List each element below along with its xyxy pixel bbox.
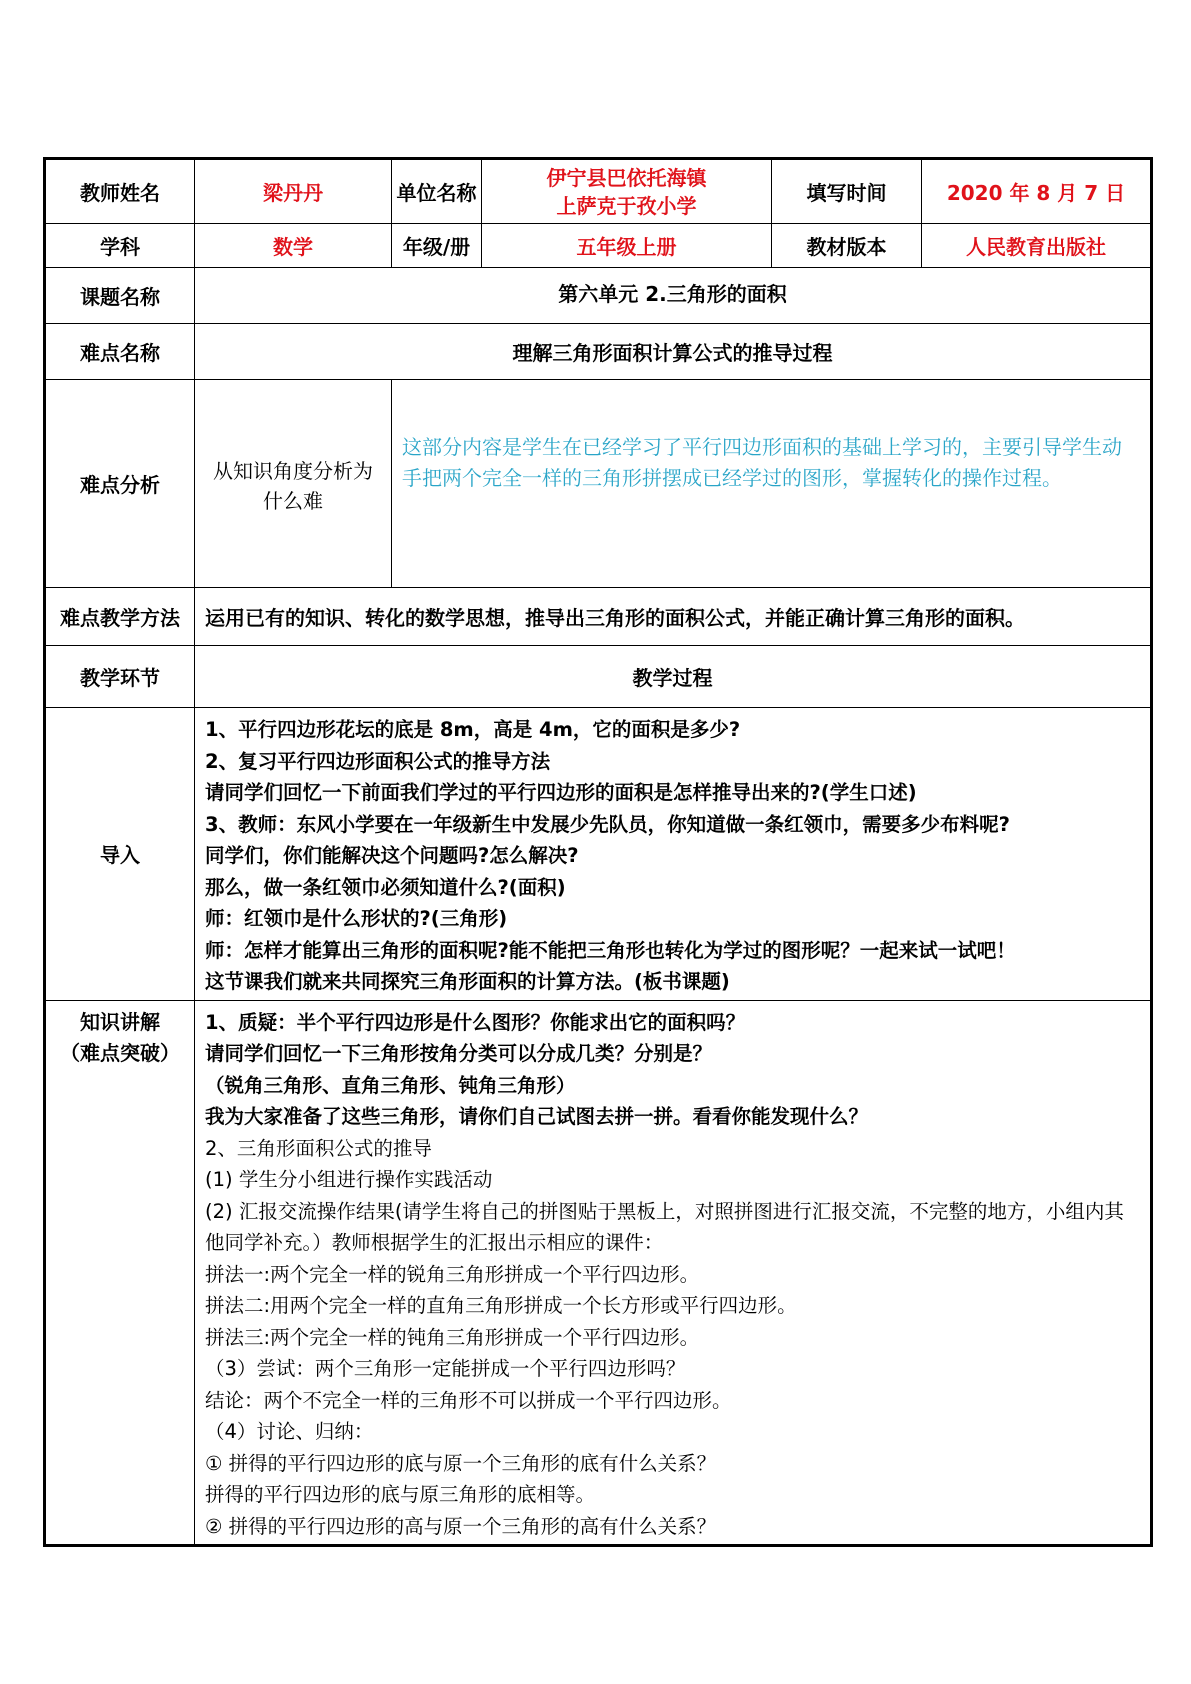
header-row-2 [45,224,1152,268]
process-header-value: 教学过程 [195,646,1152,708]
knowledge-line: （4）讨论、归纳： [205,1420,374,1443]
unit-value [482,159,772,224]
knowledge-line: 请同学们回忆一下三角形按角分类可以分成几类？分别是？ [205,1042,713,1065]
difficulty-value: 理解三角形面积计算公式的推导过程 [195,324,1152,380]
difficulty-row [45,324,1152,380]
knowledge-line: ① 拼得的平行四边形的底与原一个三角形的底有什么关系？ [205,1451,717,1475]
intro-row [45,708,1152,1001]
date-value: 2020 年 8 月 7 日 [922,159,1152,224]
intro-content [195,708,1152,1001]
knowledge-label-line1: 知识讲解 [80,1009,160,1034]
intro-line: 请同学们回忆一下前面我们学过的平行四边形的面积是怎样推导出来的?(学生口述) [205,781,917,804]
method-row [45,588,1152,646]
knowledge-line: (2) 汇报交流操作结果(请学生将自己的拼图贴于黑板上，对照拼图进行汇报交流，不完整的地方，小组内其他同学补充。）教师根据学生的汇报出示相应的课件： [205,1199,1124,1254]
intro-line: 2、复习平行四边形面积公式的推导方法 [205,749,551,773]
knowledge-line: 拼法一:两个完全一样的锐角三角形拼成一个平行四边形。 [205,1262,700,1286]
method-value: 运用已有的知识、转化的数学思想，推导出三角形的面积公式，并能正确计算三角形的面积。 [195,588,1152,646]
unit-value-line1: 伊宁县巴依托海镇 [546,165,707,190]
intro-line: 师：怎样才能算出三角形的面积呢?能不能把三角形也转化为学过的图形呢？一起来试一试吧！ [205,938,1016,962]
date-label: 填写时间 [772,159,922,224]
knowledge-row [45,1000,1152,1546]
knowledge-label [45,1000,195,1546]
intro-line: 那么，做一条红领巾必须知道什么?(面积) [205,875,566,899]
intro-line: 这节课我们就来共同探究三角形面积的计算方法。(板书课题) [205,970,730,993]
knowledge-label-line2: （难点突破） [60,1040,180,1065]
knowledge-line: （锐角三角形、直角三角形、钝角三角形） [205,1073,576,1097]
knowledge-line: ② 拼得的平行四边形的高与原一个三角形的高有什么关系？ [205,1514,717,1538]
subject-label: 学科 [45,224,195,268]
lesson-plan-table [43,157,1153,1547]
intro-line: 师：红领巾是什么形状的?(三角形) [205,907,508,930]
subject-value: 数学 [195,224,392,268]
header-row-1 [45,159,1152,224]
knowledge-line: 拼法三:两个完全一样的钝角三角形拼成一个平行四边形。 [205,1325,700,1349]
intro-label: 导入 [45,708,195,1001]
analysis-row [45,380,1152,588]
topic-row [45,268,1152,324]
process-header-label: 教学环节 [45,646,195,708]
topic-label: 课题名称 [45,268,195,324]
unit-value-line2: 上萨克于孜小学 [556,193,697,218]
analysis-label: 难点分析 [45,380,195,588]
knowledge-line: 拼法二:用两个完全一样的直角三角形拼成一个长方形或平行四边形。 [205,1294,797,1317]
analysis-text: 这部分内容是学生在已经学习了平行四边形面积的基础上学习的，主要引导学生动手把两个完全一样的三角形拼摆成已经学过的图形，掌握转化的操作过程。 [392,380,1152,588]
knowledge-line: 2、三角形面积公式的推导 [205,1136,432,1160]
knowledge-line: 我为大家准备了这些三角形，请你们自己试图去拼一拼。看看你能发现什么？ [205,1105,869,1128]
knowledge-line: 1、质疑：半个平行四边形是什么图形？你能求出它的面积吗？ [205,1010,746,1034]
analysis-sub-label [195,380,392,588]
textbook-label: 教材版本 [772,224,922,268]
intro-line: 同学们，你们能解决这个问题吗?怎么解决? [205,844,579,867]
grade-label: 年级/册 [392,224,482,268]
analysis-sub-label-line2: 什么难 [263,489,323,513]
teacher-label: 教师姓名 [45,159,195,224]
unit-label: 单位名称 [392,159,482,224]
teacher-value: 梁丹丹 [195,159,392,224]
knowledge-content [195,1000,1152,1546]
method-label: 难点教学方法 [45,588,195,646]
knowledge-line: 拼得的平行四边形的底与原三角形的底相等。 [205,1483,596,1506]
knowledge-line: (1) 学生分小组进行操作实践活动 [205,1168,493,1191]
knowledge-line: 结论：两个不完全一样的三角形不可以拼成一个平行四边形。 [205,1388,732,1412]
knowledge-line: （3）尝试：两个三角形一定能拼成一个平行四边形吗？ [205,1357,686,1380]
intro-line: 3、教师：东风小学要在一年级新生中发展少先队员，你知道做一条红领巾，需要多少布料呢? [205,812,1010,836]
textbook-value: 人民教育出版社 [922,224,1152,268]
analysis-sub-label-line1: 从知识角度分析为 [213,459,373,483]
difficulty-label: 难点名称 [45,324,195,380]
topic-value: 第六单元 2.三角形的面积 [195,268,1152,324]
process-header-row [45,646,1152,708]
grade-value: 五年级上册 [482,224,772,268]
intro-line: 1、平行四边形花坛的底是 8m，高是 4m，它的面积是多少? [205,718,741,741]
